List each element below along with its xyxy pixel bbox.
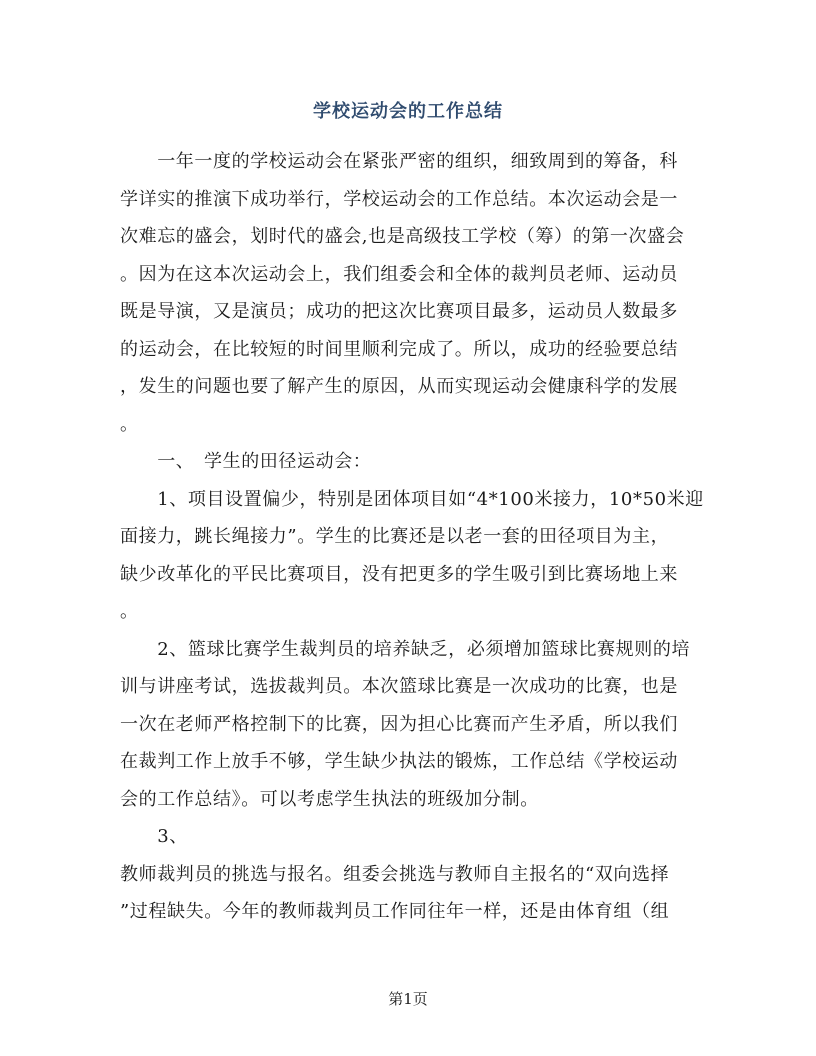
- page-number: 第1页: [388, 990, 428, 1008]
- document-title: 学校运动会的工作总结: [313, 101, 503, 122]
- text-line: 教师裁判员的挑选与报名。组委会挑选与教师自主报名的“双向选择: [120, 863, 670, 885]
- text-line: ，发生的问题也要了解产生的原因，从而实现运动会健康科学的发展: [120, 376, 678, 397]
- text-line: 在裁判工作上放手不够，学生缺少执法的锻炼，工作总结《学校运动: [120, 751, 678, 772]
- text-line: 会的工作总结》。可以考虑学生执法的班级加分制。: [120, 788, 539, 810]
- text-line: 一次在老师严格控制下的比赛，因为担心比赛而产生矛盾，所以我们: [120, 713, 678, 735]
- text-line: 面接力，跳长绳接力”。学生的比赛还是以老一套的田径项目为主，: [120, 526, 670, 547]
- text-line: 既是导演，又是演员；成功的把这次比赛项目最多，运动员人数最多: [120, 301, 678, 322]
- document-body: [120, 143, 704, 931]
- text-line: 的运动会，在比较短的时间里顺利完成了。所以，成功的经验要总结: [120, 338, 678, 360]
- text-line: 。因为在这本次运动会上，我们组委会和全体的裁判员老师、运动员: [120, 263, 678, 285]
- section-heading: 一、 学生的田径运动会：: [120, 451, 372, 472]
- text-line: 。: [120, 601, 139, 622]
- text-line: 次难忘的盛会，划时代的盛会,也是高级技工学校（筹）的第一次盛会: [120, 226, 685, 247]
- text-line: ”过程缺失。今年的教师裁判员工作同往年一样，还是由体育组（组: [120, 901, 670, 922]
- text-line: 1、项目设置偏少，特别是团体项目如“4*100米接力，10*50米迎: [120, 488, 704, 510]
- text-line: 3、: [120, 826, 188, 847]
- text-line: 学详实的推演下成功举行，学校运动会的工作总结。本次运动会是一: [120, 188, 678, 210]
- text-line: 一年一度的学校运动会在紧张严密的组织，细致周到的筹备，科: [120, 151, 678, 172]
- text-line: 。: [120, 413, 139, 435]
- text-line: 2、篮球比赛学生裁判员的培养缺乏，必须增加篮球比赛规则的培: [120, 638, 691, 660]
- text-line: 缺少改革化的平民比赛项目，没有把更多的学生吸引到比赛场地上来: [120, 563, 678, 585]
- text-line: 训与讲座考试，选拔裁判员。本次篮球比赛是一次成功的比赛，也是: [120, 676, 678, 697]
